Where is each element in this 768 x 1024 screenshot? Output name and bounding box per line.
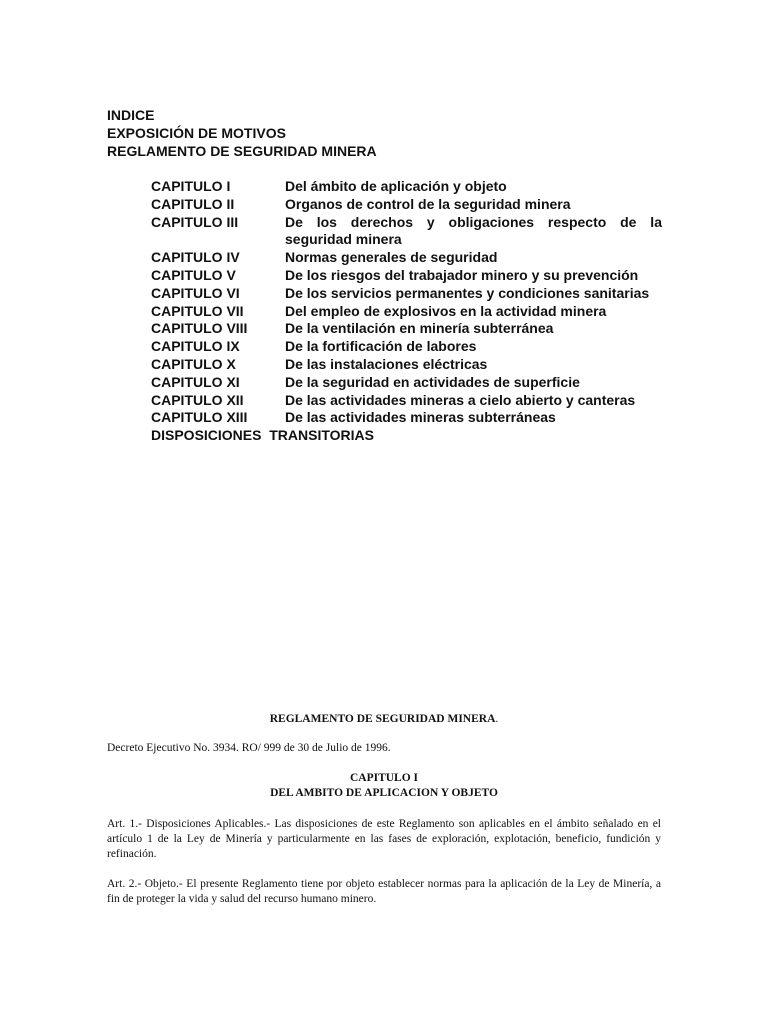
toc-chapter-number: CAPITULO XI bbox=[151, 373, 240, 390]
toc-row bbox=[151, 196, 662, 214]
chapter-title: DEL AMBITO DE APLICACION Y OBJETO bbox=[270, 787, 498, 799]
toc-row bbox=[151, 267, 662, 285]
toc-row bbox=[151, 285, 662, 303]
toc-chapter-title: Organos de control de la seguridad minera bbox=[285, 195, 571, 212]
toc-row bbox=[151, 356, 662, 374]
toc-chapter-title: Del ámbito de aplicación y objeto bbox=[285, 178, 507, 194]
table-of-contents bbox=[151, 178, 662, 445]
toc-row bbox=[151, 409, 662, 427]
toc-chapter-title: De los derechos y obligaciones respecto de la seguridad minera bbox=[285, 213, 662, 248]
toc-chapter-number: CAPITULO V bbox=[151, 266, 236, 283]
toc-chapter-number: CAPITULO VII bbox=[151, 302, 244, 319]
chapter-number: CAPITULO I bbox=[349, 772, 419, 784]
toc-chapter-number: CAPITULO X bbox=[151, 355, 236, 372]
toc-chapter-title: De los servicios permanentes y condiciones sanitarias bbox=[285, 284, 650, 301]
transitory-dispositions: DISPOSICIONES TRANSITORIAS bbox=[151, 427, 374, 444]
toc-row bbox=[151, 374, 662, 392]
toc-chapter-number: CAPITULO VIII bbox=[151, 320, 248, 337]
toc-chapter-title: De la fortificación de labores bbox=[285, 338, 477, 355]
toc-chapter-number: CAPITULO III bbox=[151, 213, 239, 230]
toc-chapter-title: Normas generales de seguridad bbox=[285, 249, 498, 266]
decree-line: Decreto Ejecutivo No. 3934. RO/ 999 de 30 de Julio de 1996. bbox=[107, 742, 391, 754]
article-2: Art. 2.- Objeto.- El presente Reglamento tiene por objeto establecer normas para la aplicación de la Ley de Minería, a fin de proteger la vida y salud del recurso humano minero. bbox=[107, 878, 661, 905]
toc-row bbox=[151, 249, 662, 267]
document-title-suffix: . bbox=[495, 713, 499, 725]
document-title bbox=[107, 712, 661, 727]
toc-chapter-title: De las instalaciones eléctricas bbox=[285, 355, 488, 372]
toc-chapter-title: De las actividades mineras a cielo abierto y canteras bbox=[285, 391, 636, 408]
toc-chapter-number: CAPITULO IV bbox=[151, 249, 240, 266]
article-1: Art. 1.- Disposiciones Aplicables.- Las disposiciones de este Reglamento son aplicables en el ámbito señalado en el artículo 1 de la Ley de Minería y particularmente en las fases de exploración, explotación, beneficio, fundición y refinación. bbox=[107, 818, 661, 860]
exposition-heading: EXPOSICIÓN DE MOTIVOS bbox=[107, 125, 286, 141]
toc-chapter-title: De la seguridad en actividades de superficie bbox=[285, 373, 580, 390]
toc-chapter-number: CAPITULO IX bbox=[151, 338, 240, 355]
toc-chapter-title: Del empleo de explosivos en la actividad minera bbox=[285, 302, 607, 319]
toc-chapter-number: CAPITULO VI bbox=[151, 284, 240, 301]
toc-row bbox=[151, 338, 662, 356]
toc-row bbox=[151, 303, 662, 321]
toc-chapter-number: CAPITULO XIII bbox=[151, 409, 248, 426]
toc-row bbox=[151, 214, 662, 250]
document-title-text: REGLAMENTO DE SEGURIDAD MINERA bbox=[269, 713, 496, 725]
toc-chapter-title: De las actividades mineras subterráneas bbox=[285, 409, 556, 426]
regulation-heading: REGLAMENTO DE SEGURIDAD MINERA bbox=[107, 143, 377, 159]
toc-chapter-number: CAPITULO XII bbox=[151, 391, 244, 408]
toc-row bbox=[151, 178, 662, 196]
toc-row bbox=[151, 392, 662, 410]
toc-chapter-number: CAPITULO I bbox=[151, 178, 231, 194]
toc-chapter-number: CAPITULO II bbox=[151, 195, 235, 212]
toc-chapter-title: De la ventilación en minería subterránea bbox=[285, 320, 554, 337]
toc-chapter-title: De los riesgos del trabajador minero y su prevención bbox=[285, 266, 639, 283]
index-heading: INDICE bbox=[107, 107, 155, 123]
toc-row bbox=[151, 427, 662, 445]
toc-row bbox=[151, 320, 662, 338]
